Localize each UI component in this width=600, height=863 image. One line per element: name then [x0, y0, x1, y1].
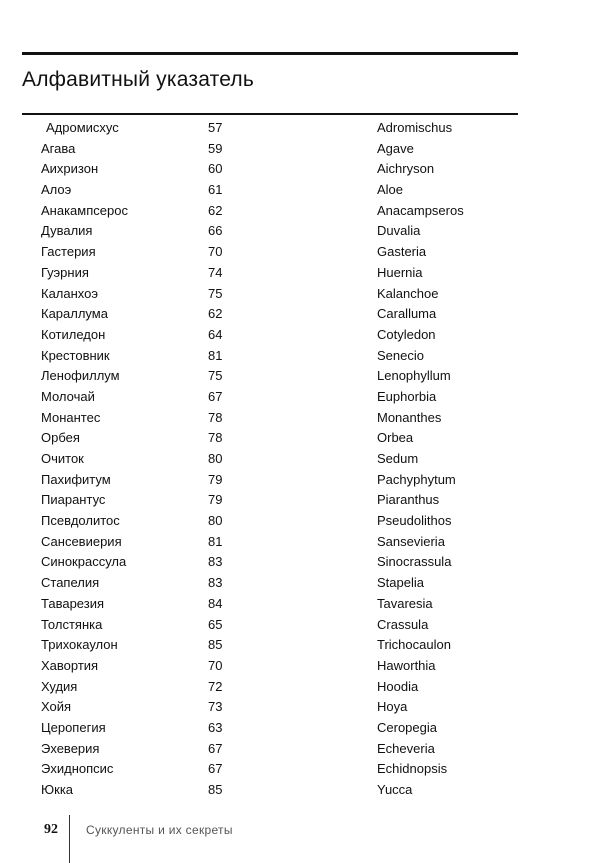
page-reference: 67 [208, 761, 223, 777]
russian-name: Стапелия [41, 575, 100, 591]
latin-name: Agave [377, 140, 414, 156]
russian-name: Молочай [41, 388, 95, 404]
russian-name: Эхеверия [41, 740, 100, 756]
title-rule [22, 113, 518, 115]
latin-name: Sedum [377, 451, 419, 466]
latin-name: Gasteria [377, 244, 427, 260]
latin-name: Pachyphytum [377, 471, 456, 487]
russian-name: Хойя [41, 699, 72, 715]
page-reference: 64 [208, 326, 223, 342]
page-reference: 73 [208, 699, 223, 715]
russian-name: Гуэрния [41, 264, 89, 280]
page-reference: 79 [208, 492, 223, 508]
russian-name: Трихокаулон [41, 637, 118, 653]
index-entry [0, 201, 600, 222]
latin-name: Euphorbia [377, 388, 437, 404]
page-reference: 81 [208, 533, 223, 549]
russian-name: Агава [41, 140, 76, 156]
latin-name: Tavaresia [377, 595, 433, 611]
index-entry [0, 635, 600, 656]
russian-name: Гастерия [41, 244, 96, 260]
russian-name: Каланхоэ [41, 285, 99, 301]
latin-name: Duvalia [377, 223, 421, 239]
page-reference: 75 [208, 285, 223, 301]
index-entry [0, 284, 600, 305]
russian-name: Ленофиллум [41, 368, 120, 384]
page-footer [0, 815, 600, 863]
page-reference: 65 [208, 616, 223, 632]
page-reference: 85 [208, 782, 223, 797]
latin-name: Echeveria [377, 740, 435, 756]
latin-name: Aichryson [377, 161, 435, 177]
page-reference: 72 [208, 678, 223, 694]
latin-name: Senecio [377, 347, 424, 363]
latin-name: Yucca [377, 782, 413, 797]
page-reference: 74 [208, 264, 223, 280]
page-reference: 70 [208, 244, 223, 260]
russian-name: Алоэ [41, 182, 72, 198]
russian-name: Дувалия [41, 223, 93, 239]
page-reference: 62 [208, 202, 223, 218]
page-reference: 67 [208, 740, 223, 756]
alphabetical-index [0, 118, 600, 801]
index-entry [0, 780, 600, 801]
russian-name: Сансевиерия [41, 533, 122, 549]
russian-name: Пахифитум [41, 471, 111, 487]
latin-name: Stapelia [377, 575, 424, 591]
russian-name: Орбея [41, 430, 80, 446]
page-reference: 83 [208, 575, 223, 591]
page-reference: 80 [208, 513, 223, 529]
russian-name: Худия [41, 678, 78, 694]
latin-name: Huernia [377, 264, 423, 280]
index-entry [0, 304, 600, 325]
index-entry [0, 656, 600, 677]
russian-name: Аихризон [41, 161, 99, 177]
index-entry [0, 697, 600, 718]
index-entry [0, 366, 600, 387]
page-reference: 79 [208, 471, 223, 487]
page-reference: 84 [208, 595, 223, 611]
russian-name: Анакампсерос [41, 202, 128, 218]
russian-name: Монантес [41, 409, 101, 425]
index-entry [0, 346, 600, 367]
latin-name: Hoya [377, 699, 408, 715]
index-entry [0, 573, 600, 594]
index-entry [0, 118, 600, 139]
russian-name: Таварезия [41, 595, 105, 611]
page-reference: 59 [208, 140, 223, 156]
index-entry [0, 490, 600, 511]
index-entry [0, 759, 600, 780]
page-reference: 81 [208, 347, 223, 363]
latin-name: Cotyledon [377, 326, 436, 342]
index-entry [0, 552, 600, 573]
index-entry [0, 242, 600, 263]
index-entry [0, 615, 600, 636]
page-title: Алфавитный указатель [22, 68, 254, 91]
footer-divider [69, 815, 70, 863]
index-entry [0, 739, 600, 760]
page-reference: 70 [208, 657, 223, 673]
page-reference: 85 [208, 637, 223, 653]
russian-name: Синокрассула [41, 554, 127, 570]
index-entry [0, 428, 600, 449]
page-number: 92 [44, 822, 58, 837]
top-rule [22, 52, 518, 55]
latin-name: Sansevieria [377, 533, 445, 549]
russian-name: Эхиднопсис [41, 761, 114, 777]
index-entry [0, 263, 600, 284]
index-entry [0, 408, 600, 429]
latin-name: Adromischus [377, 120, 453, 135]
index-entry [0, 159, 600, 180]
latin-name: Hoodia [377, 678, 419, 694]
index-entry [0, 677, 600, 698]
index-entry [0, 594, 600, 615]
page-reference: 62 [208, 306, 223, 322]
page-reference: 78 [208, 409, 223, 425]
page-reference: 78 [208, 430, 223, 446]
page-reference: 60 [208, 161, 223, 177]
index-entry [0, 221, 600, 242]
page-reference: 75 [208, 368, 223, 384]
index-entry [0, 387, 600, 408]
latin-name: Trichocaulon [377, 637, 451, 653]
index-entry [0, 470, 600, 491]
page-reference: 57 [208, 120, 223, 135]
running-book-title: Суккуленты и их секреты [86, 823, 233, 837]
latin-name: Piaranthus [377, 492, 440, 508]
latin-name: Echidnopsis [377, 761, 448, 777]
latin-name: Aloe [377, 182, 404, 198]
latin-name: Crassula [377, 616, 429, 632]
latin-name: Kalanchoe [377, 285, 439, 301]
russian-name: Котиледон [41, 326, 106, 342]
russian-name: Очиток [41, 451, 84, 466]
page-reference: 80 [208, 451, 223, 466]
index-entry [0, 532, 600, 553]
latin-name: Caralluma [377, 306, 437, 322]
russian-name: Караллума [41, 306, 108, 322]
latin-name: Pseudolithos [377, 513, 452, 529]
latin-name: Ceropegia [377, 719, 437, 735]
index-entry [0, 139, 600, 160]
page-reference: 63 [208, 719, 223, 735]
russian-name: Толстянка [41, 616, 103, 632]
russian-name: Юкка [41, 782, 74, 797]
russian-name: Псевдолитос [41, 513, 120, 529]
russian-name: Хавортия [41, 657, 99, 673]
index-entry [0, 180, 600, 201]
page-reference: 61 [208, 182, 223, 198]
latin-name: Haworthia [377, 657, 436, 673]
latin-name: Orbea [377, 430, 414, 446]
page-reference: 83 [208, 554, 223, 570]
index-entry [0, 325, 600, 346]
page-reference: 66 [208, 223, 223, 239]
latin-name: Sinocrassula [377, 554, 452, 570]
index-entry [0, 718, 600, 739]
latin-name: Lenophyllum [377, 368, 451, 384]
latin-name: Monanthes [377, 409, 442, 425]
russian-name: Крестовник [41, 347, 110, 363]
index-entry [0, 511, 600, 532]
russian-name: Церопегия [41, 719, 106, 735]
page-reference: 67 [208, 388, 223, 404]
index-entry [0, 449, 600, 470]
russian-name: Адромисхус [46, 120, 119, 135]
russian-name: Пиарантус [41, 492, 106, 508]
latin-name: Anacampseros [377, 202, 464, 218]
